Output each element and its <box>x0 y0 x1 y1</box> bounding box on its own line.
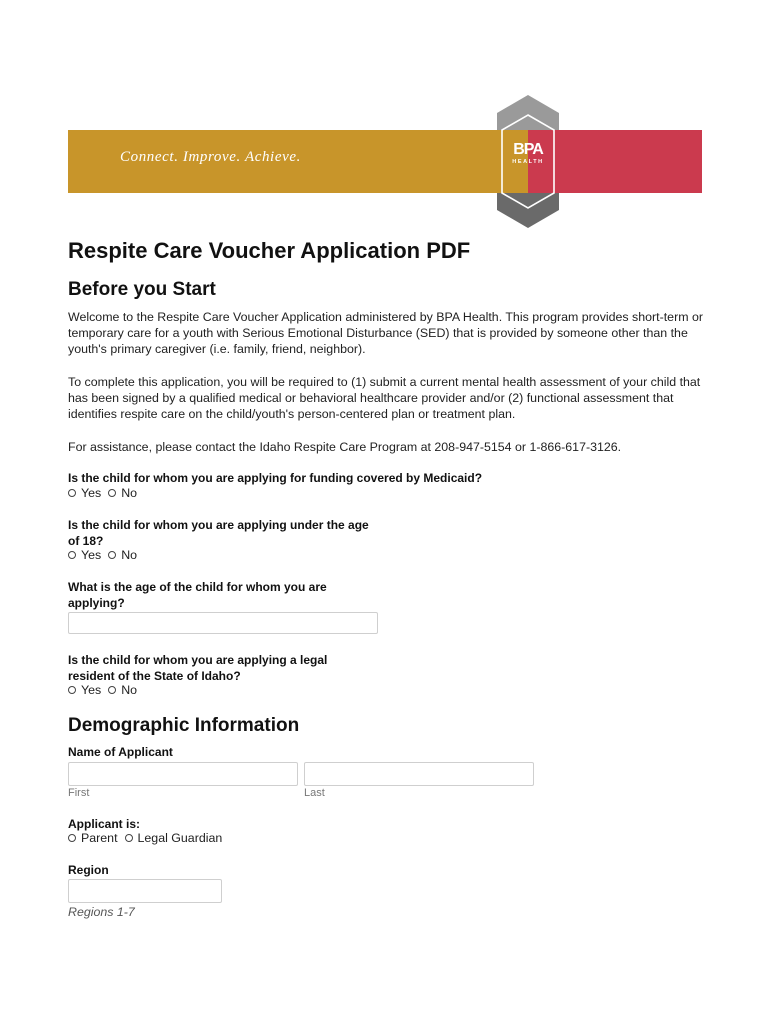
banner-gold-band <box>68 130 534 193</box>
region-hint: Regions 1-7 <box>68 905 135 919</box>
radio-button-icon[interactable] <box>68 489 76 497</box>
radio-button-icon[interactable] <box>108 686 116 694</box>
first-name-input[interactable] <box>68 762 298 786</box>
radio-button-icon[interactable] <box>68 551 76 559</box>
radio-under-18-yes[interactable]: Yes <box>68 548 101 562</box>
applicant-is-label: Applicant is: <box>68 817 141 831</box>
child-age-input[interactable] <box>68 612 378 634</box>
region-label: Region <box>68 863 109 877</box>
radio-medicaid-no[interactable]: No <box>108 486 137 500</box>
logo-text-bpa: BPA <box>513 141 543 158</box>
radio-resident-no[interactable]: No <box>108 683 137 697</box>
last-name-sublabel: Last <box>304 787 325 799</box>
radio-group-idaho-resident <box>68 683 144 697</box>
header-banner <box>68 130 702 193</box>
requirements-paragraph: To complete this application, you will be required to (1) submit a current mental health assessment of your child that has been signed by a qualified medical or behavioral healthcare provider and/or (2) functional assessment that identifies respite care on the child/youth's person-centered plan or treatment plan. <box>68 375 701 421</box>
logo-text-health: HEALTH <box>512 159 544 165</box>
page-title: Respite Care Voucher Application PDF <box>68 238 471 263</box>
assistance-paragraph: For assistance, please contact the Idaho Respite Care Program at 208-947-5154 or 1-866-617-3126. <box>68 440 622 454</box>
question-medicaid: Is the child for whom you are applying for funding covered by Medicaid? <box>68 471 483 485</box>
radio-group-under-18 <box>68 548 144 562</box>
radio-resident-yes[interactable]: Yes <box>68 683 101 697</box>
demographic-heading: Demographic Information <box>68 715 300 736</box>
question-child-age: What is the age of the child for whom you are applying? <box>68 580 327 610</box>
radio-button-icon[interactable] <box>108 489 116 497</box>
first-name-sublabel: First <box>68 787 90 799</box>
question-under-18: Is the child for whom you are applying under the age of 18? <box>68 518 369 548</box>
bpa-health-logo <box>493 95 563 228</box>
radio-button-icon[interactable] <box>68 686 76 694</box>
radio-medicaid-yes[interactable]: Yes <box>68 486 101 500</box>
radio-parent[interactable]: Parent <box>68 831 118 845</box>
radio-group-medicaid <box>68 486 144 500</box>
radio-button-icon[interactable] <box>125 834 133 842</box>
last-name-input[interactable] <box>304 762 534 786</box>
applicant-name-label: Name of Applicant <box>68 745 173 759</box>
tagline: Connect. Improve. Achieve. <box>120 149 301 165</box>
region-input[interactable] <box>68 879 222 903</box>
radio-group-applicant-type <box>68 831 229 845</box>
radio-legal-guardian[interactable]: Legal Guardian <box>125 831 223 845</box>
intro-paragraph: Welcome to the Respite Care Voucher Application administered by BPA Health. This program provides short-term or temporary care for a youth with Serious Emotional Disturbance (SED) that is provided by someone other than the youth's primary caregiver (i.e. family, friend, neighbor). <box>68 310 703 356</box>
radio-button-icon[interactable] <box>68 834 76 842</box>
question-idaho-resident: Is the child for whom you are applying a legal resident of the State of Idaho? <box>68 653 328 683</box>
before-you-start-heading: Before you Start <box>68 279 216 300</box>
radio-under-18-no[interactable]: No <box>108 548 137 562</box>
radio-button-icon[interactable] <box>108 551 116 559</box>
